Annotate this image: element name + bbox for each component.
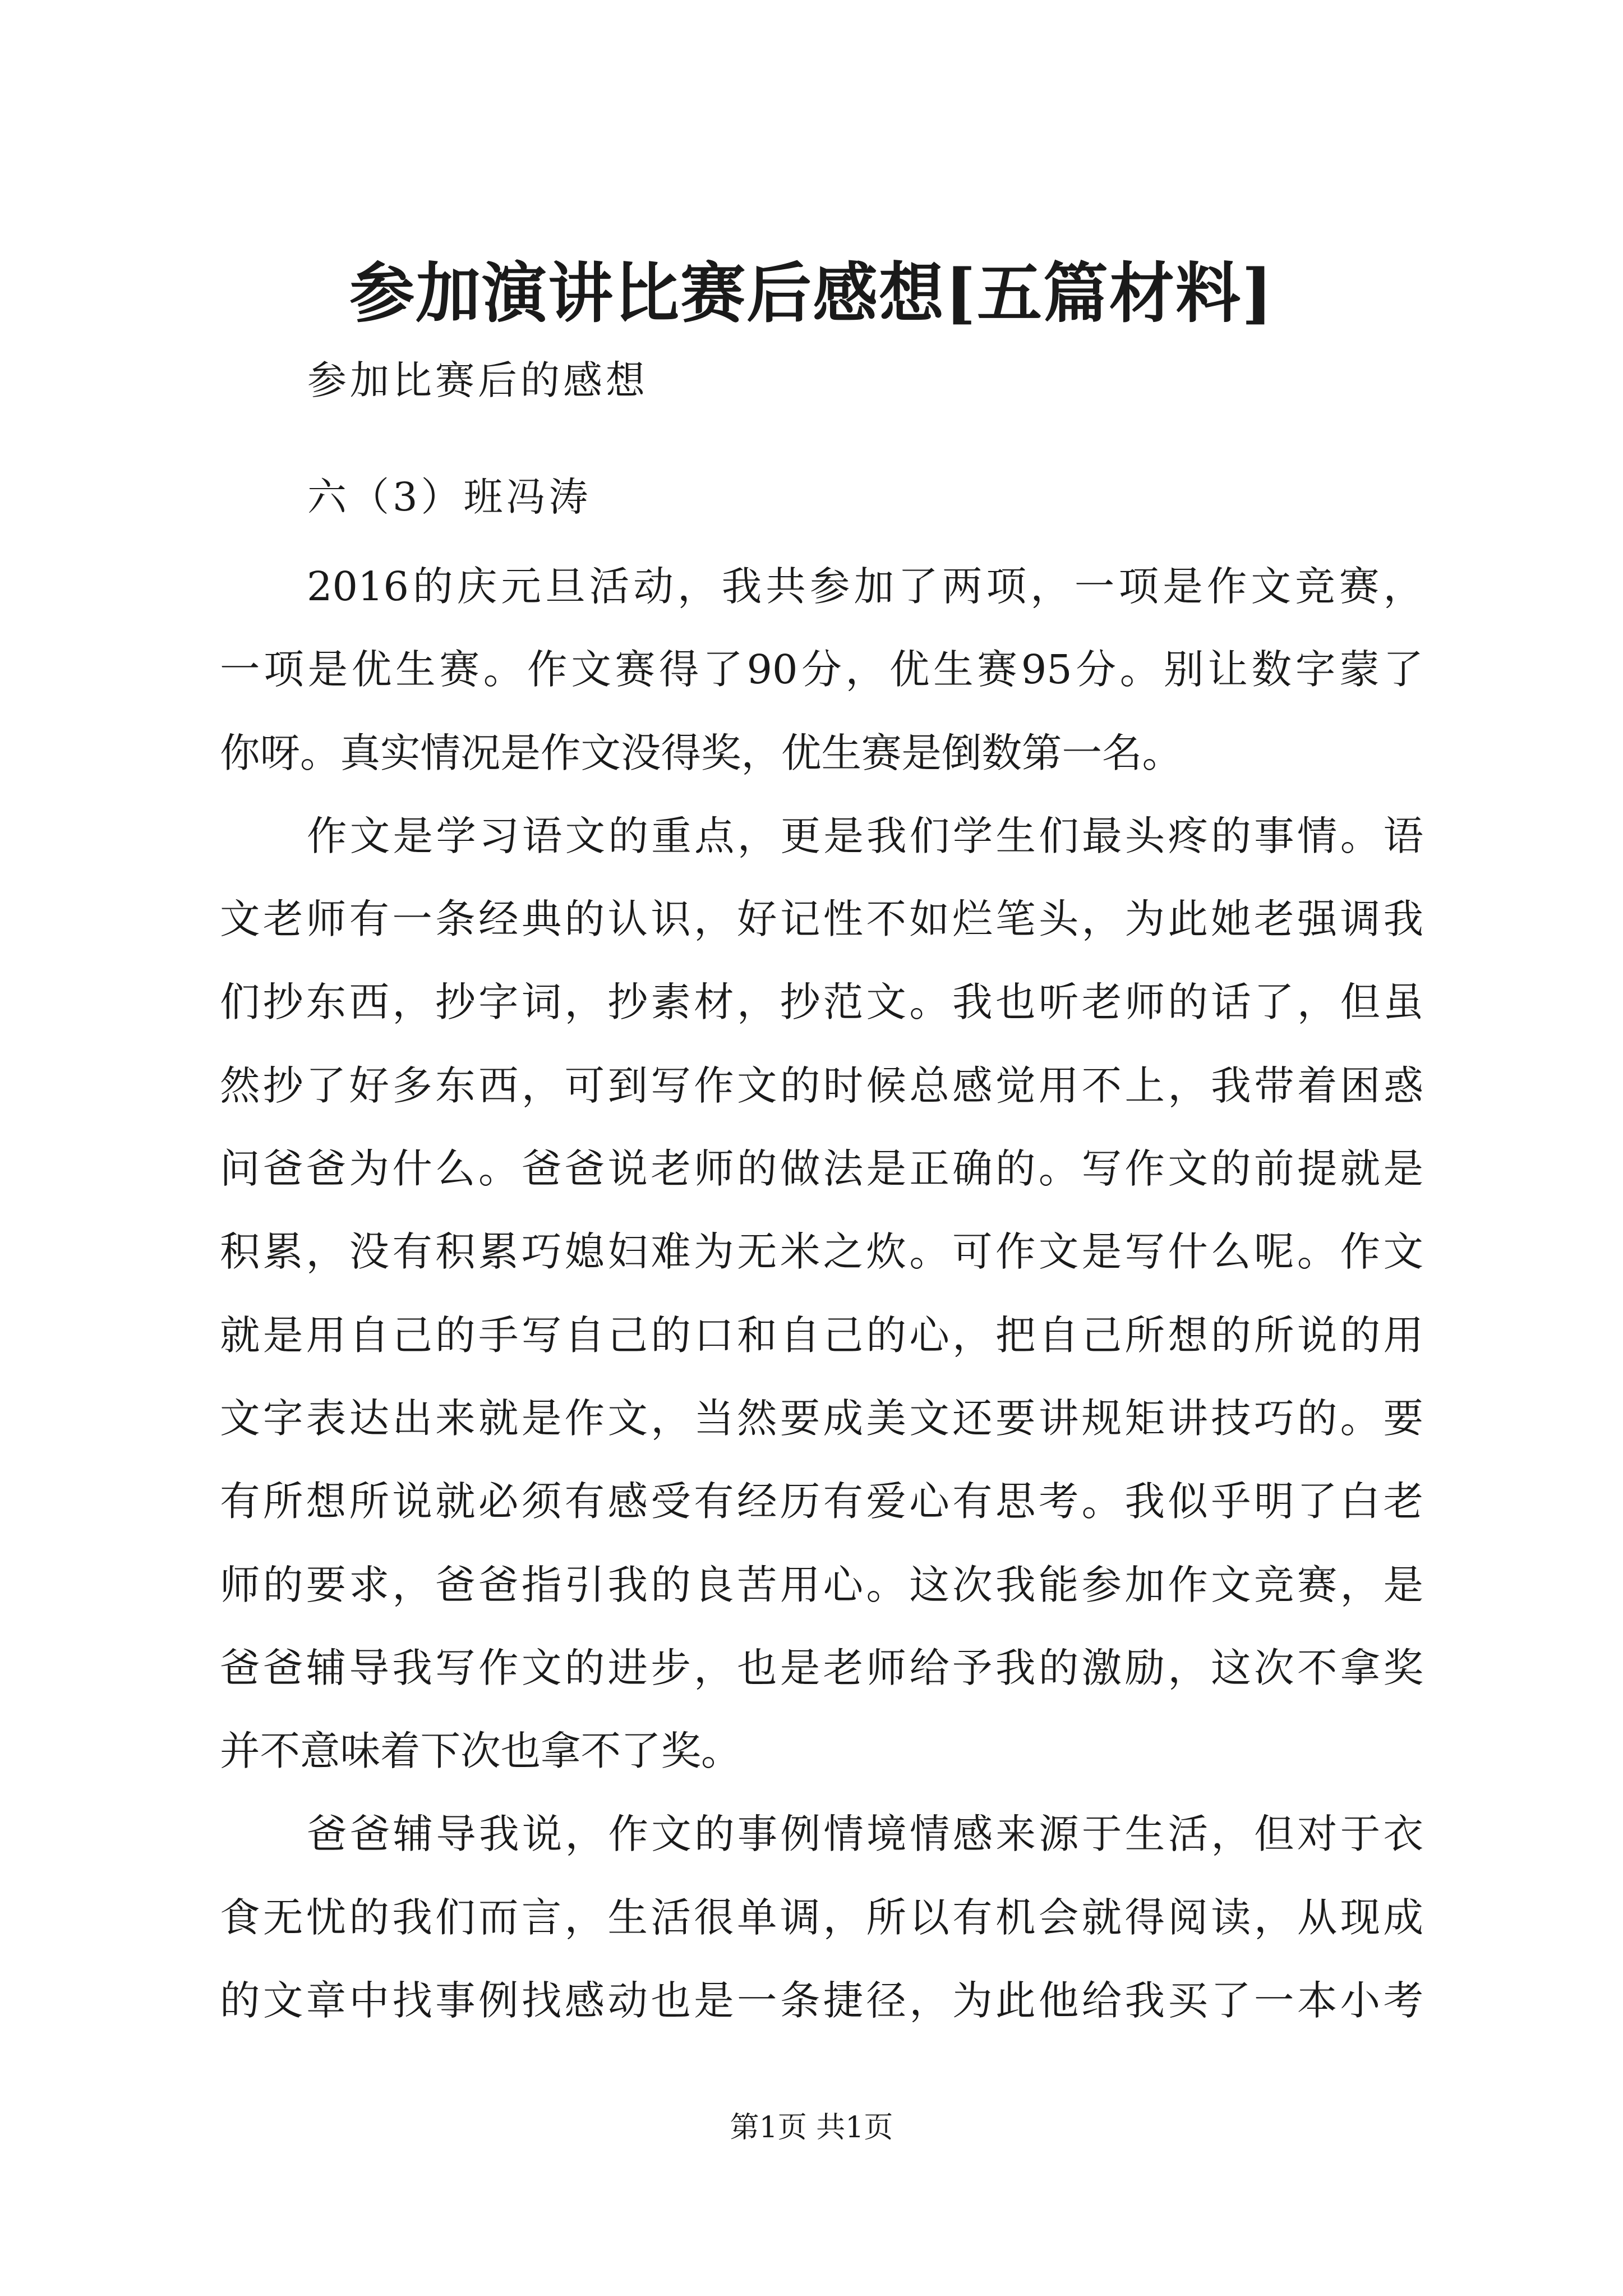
text-line: 然抄了好多东西，可到写作文的时候总感觉用不上，我带着困惑 [220, 1062, 1423, 1109]
document-subtitle: 参加比赛后的感想 [307, 357, 648, 403]
paragraph-1 [220, 545, 1423, 795]
text-line: 2016的庆元旦活动，我共参加了两项，一项是作文竞赛， [307, 563, 1423, 610]
text-line: 爸爸辅导我说，作文的事例情境情感来源于生活，但对于衣 [307, 1811, 1423, 1858]
document-body [220, 545, 1423, 2042]
text-line: 你呀。真实情况是作文没得奖，优生赛是倒数第一名。 [220, 729, 1183, 776]
document-title: 参加演讲比赛后感想[五篇材料] [349, 255, 1274, 332]
text-line: 爸爸辅导我写作文的进步，也是老师给予我的激励，这次不拿奖 [220, 1644, 1423, 1691]
text-line: 们抄东西，抄字词，抄素材，抄范文。我也听老师的话了，但虽 [220, 979, 1423, 1026]
text-line: 师的要求，爸爸指引我的良苦用心。这次我能参加作文竞赛，是 [220, 1561, 1423, 1608]
text-line: 文老师有一条经典的认识，好记性不如烂笔头，为此她老强调我 [220, 896, 1423, 943]
text-line: 并不意味着下次也拿不了奖。 [220, 1728, 741, 1775]
text-line: 食无忧的我们而言，生活很单调，所以有机会就得阅读，从现成 [220, 1894, 1423, 1941]
text-line: 的文章中找事例找感动也是一条捷径，为此他给我买了一本小考 [220, 1977, 1423, 2024]
text-line: 一项是优生赛。作文赛得了90分，优生赛95分。别让数字蒙了 [220, 646, 1423, 693]
paragraph-3 [220, 1793, 1423, 2042]
text-line: 有所想所说就必须有感受有经历有爱心有思考。我似乎明了白老 [220, 1478, 1423, 1525]
text-line: 问爸爸为什么。爸爸说老师的做法是正确的。写作文的前提就是 [220, 1145, 1423, 1193]
text-line: 作文是学习语文的重点，更是我们学生们最头疼的事情。语 [307, 812, 1423, 859]
page-number-footer: 第1页 共1页 [730, 2111, 893, 2145]
author-line: 六（3）班冯涛 [307, 474, 592, 520]
text-line: 就是用自己的手写自己的口和自己的心，把自己所想的所说的用 [220, 1312, 1423, 1359]
paragraph-2 [220, 795, 1423, 1793]
text-line: 文字表达出来就是作文，当然要成美文还要讲规矩讲技巧的。要 [220, 1395, 1423, 1442]
text-line: 积累，没有积累巧媳妇难为无米之炊。可作文是写什么呢。作文 [220, 1228, 1423, 1276]
